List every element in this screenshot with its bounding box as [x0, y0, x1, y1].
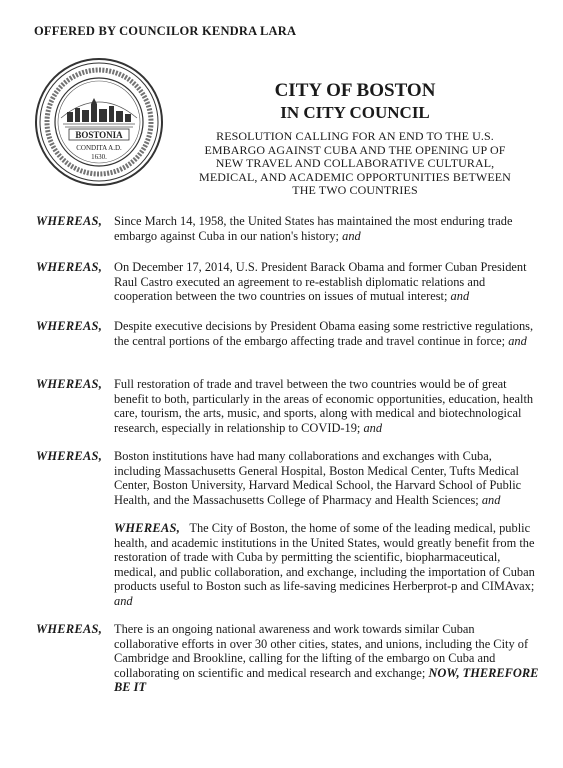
clause-text: Boston institutions have had many collaborations and exchanges with Cuba, including Massachusetts General Hospital, Boston Medical Center, Tufts Medical Center, Boston University, Harvard Medical School, the Harvard School of Public Health, and the Massachusetts College of Pharmacy and Health Sciences; and: [114, 449, 522, 507]
seal-bostonia-text: BOSTONIA: [75, 130, 123, 140]
resolution-title: [185, 130, 525, 198]
resolution-title-line: EMBARGO AGAINST CUBA AND THE OPENING UP OF: [204, 142, 506, 157]
city-of-boston-seal-icon: [33, 56, 165, 188]
resolution-title-line: MEDICAL, AND ACADEMIC OPPORTUNITIES BETWEEN: [199, 169, 511, 184]
clause-text: Full restoration of trade and travel between the two countries would be of great benefit to both, particularly in the areas of economic opportunities, education, health care, tourism, the arts, music, and sports, along with medical and biotechnological research, especially in relationship to COVID-19; and: [114, 377, 534, 435]
resolution-title-line: NEW TRAVEL AND COLLABORATIVE CULTURAL,: [215, 156, 495, 171]
clause-text: There is an ongoing national awareness and work towards similar Cuban collaborative efforts in over 30 other cities, states, and unions, including the City of Cambridge and Brookline, calling for the lifting of the embargo on Cuba and collaborating on scientific and medical research and exchange; NOW, THEREFORE BE IT: [114, 622, 539, 694]
whereas-label: WHEREAS,: [36, 214, 103, 228]
seal-condita-text: CONDITA A.D.: [76, 144, 122, 152]
whereas-clause-6: WHEREAS, The City of Boston, the home of some of the leading medical, public health, and academic institutions in the United States, would greatly benefit from the restoration of trade with Cuba by permitting the scientific, biopharmaceutical, medical, and public collaboration, and exchange, including the importation of Cuban products useful to Boston such as life-saving medicines Herberprot-p and CIMAvax; and: [114, 521, 535, 608]
whereas-label: WHEREAS,: [36, 260, 103, 274]
resolution-title-line: RESOLUTION CALLING FOR AN END TO THE U.S.: [216, 129, 494, 143]
clause-text: Since March 14, 1958, the United States has maintained the most enduring trade embargo against Cuba in our nation's history; and: [114, 214, 513, 243]
clause-text: The City of Boston, the home of some of the leading medical, public health, and academic institutions in the United States, would greatly benefit from the restoration of trade with Cuba by permitting the scientific, biopharmaceutical, medical, and public collaboration, and exchange, including the importation of Cuban products useful to Boston such as life-saving medicines Herberprot-p and CIMAvax;: [114, 521, 535, 593]
council-title: IN CITY COUNCIL: [280, 103, 430, 122]
resolution-title-line: THE TWO COUNTRIES: [292, 183, 418, 198]
city-title: CITY OF BOSTON: [274, 80, 436, 101]
whereas-label: WHEREAS,: [36, 319, 103, 333]
clause-text: Despite executive decisions by President Obama easing some restrictive regulations, the central portions of the embargo affecting trade and travel continue in force; and: [114, 319, 534, 348]
clause-text: On December 17, 2014, U.S. President Barack Obama and former Cuban President Raul Castro executed an agreement to re-establish diplomatic relations and cooperation between the two countries on issues of mutual interest; and: [114, 260, 527, 303]
whereas-label: WHEREAS,: [36, 449, 103, 463]
offered-by-line: OFFERED BY COUNCILOR KENDRA LARA: [34, 24, 297, 38]
whereas-label: WHEREAS,: [36, 622, 103, 636]
whereas-label: WHEREAS,: [36, 377, 103, 391]
council-heading: [210, 80, 500, 123]
whereas-label: WHEREAS,: [114, 521, 181, 535]
seal-year-text: 1630.: [91, 153, 107, 161]
